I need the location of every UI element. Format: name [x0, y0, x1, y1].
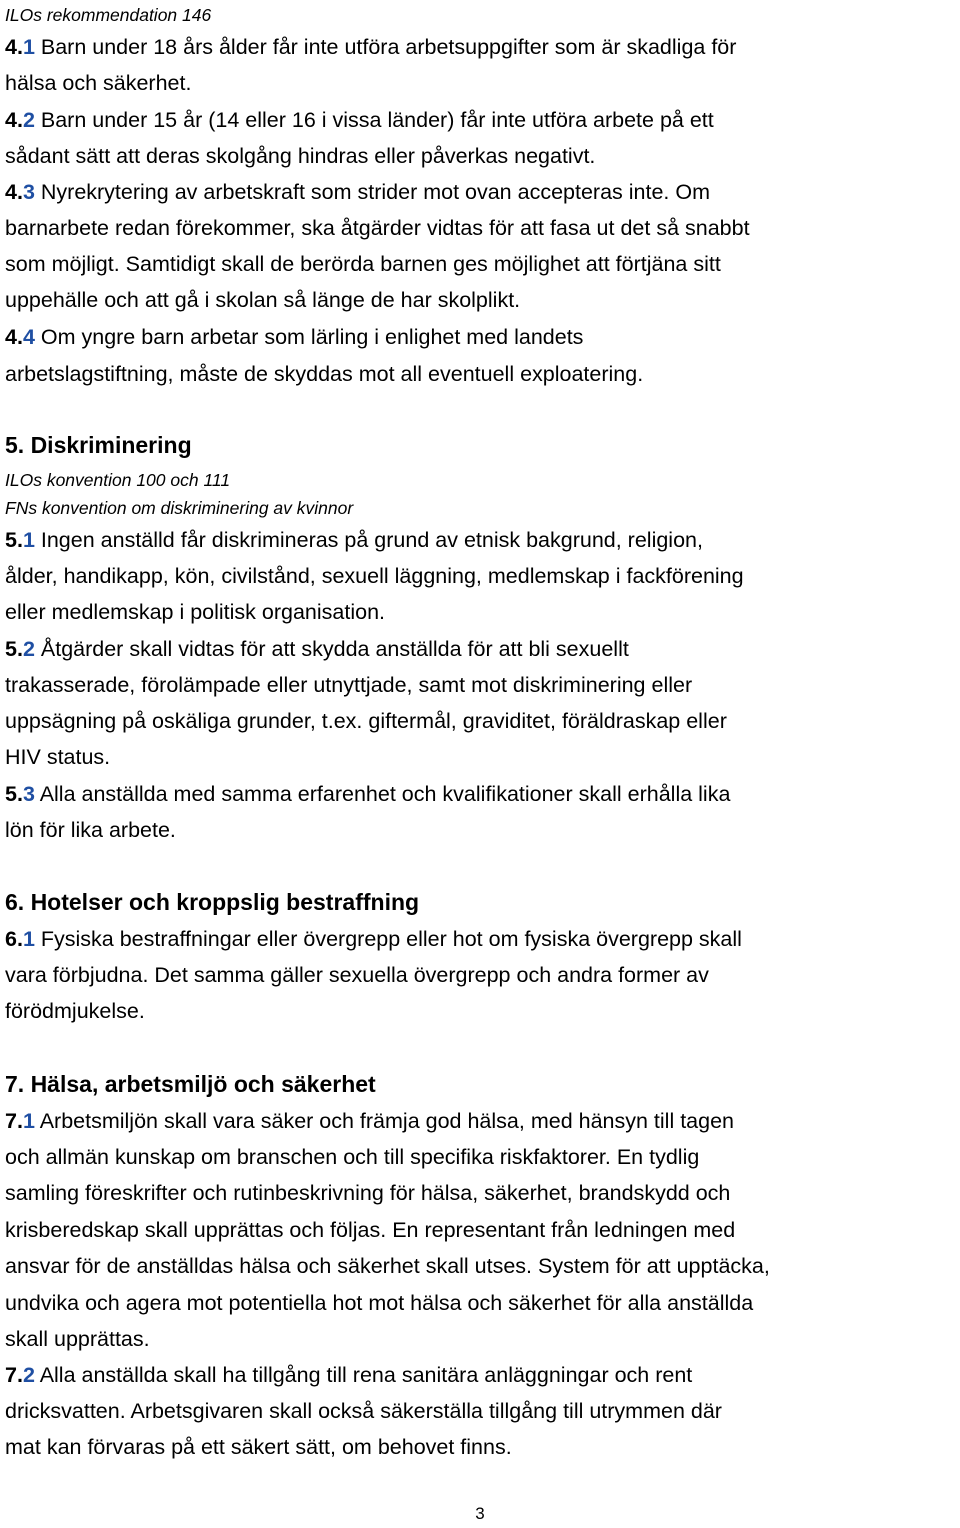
clause-4-2-line: 4.2 Barn under 15 år (14 eller 16 i vissa länder) får inte utföra arbete på ett: [5, 108, 714, 132]
section-6-heading: 6. Hotelser och kroppslig bestraffning: [5, 889, 420, 915]
clause-5-2-line: trakasserade, förolämpade eller utnyttjade, samt mot diskriminering eller: [5, 673, 693, 697]
clause-7-1-line: och allmän kunskap om branschen och till specifika riskfaktorer. En tydlig: [5, 1145, 700, 1169]
clause-7-2-line: 7.2 Alla anställda skall ha tillgång till rena sanitära anläggningar och rent: [5, 1363, 693, 1387]
clause-5-3-line: lön för lika arbete.: [5, 818, 176, 842]
clause-4-1-line: hälsa och säkerhet.: [5, 71, 192, 95]
clause-5-1-line: ålder, handikapp, kön, civilstånd, sexuell läggning, medlemskap i fackförening: [5, 564, 744, 588]
clause-4-3-line: 4.3 Nyrekrytering av arbetskraft som strider mot ovan accepteras inte. Om: [5, 180, 711, 204]
clause-7-1-line: krisberedskap skall upprättas och följas. En representant från ledningen med: [5, 1218, 736, 1242]
page-number: 3: [475, 1504, 485, 1523]
clause-6-1-line: vara förbjudna. Det samma gäller sexuella övergrepp och andra former av: [5, 963, 709, 987]
clause-5-1-line: 5.1 Ingen anställd får diskrimineras på grund av etnisk bakgrund, religion,: [5, 528, 703, 552]
clause-7-1-line: 7.1 Arbetsmiljön skall vara säker och främja god hälsa, med hänsyn till tagen: [5, 1109, 735, 1133]
clause-4-3-line: uppehälle och att gå i skolan så länge de har skolplikt.: [5, 288, 521, 312]
clause-7-1-line: undvika och agera mot potentiella hot mot hälsa och säkerhet för alla anställda: [5, 1291, 754, 1315]
clause-7-1-line: skall upprättas.: [5, 1327, 150, 1351]
clause-5-2-line: 5.2 Åtgärder skall vidtas för att skydda anställda för att bli sexuellt: [5, 637, 629, 661]
clause-4-1-line: 4.1 Barn under 18 års ålder får inte utföra arbetsuppgifter som är skadliga för: [5, 35, 737, 59]
clause-6-1-line: förödmjukelse.: [5, 999, 145, 1023]
clause-5-3-line: 5.3 Alla anställda med samma erfarenhet och kvalifikationer skall erhålla lika: [5, 782, 731, 806]
clause-4-3-line: som möjligt. Samtidigt skall de berörda barnen ges möjlighet att förtjäna sitt: [5, 252, 721, 276]
clause-4-4-line: 4.4 Om yngre barn arbetar som lärling i enlighet med landets: [5, 325, 584, 349]
clause-7-2-line: mat kan förvaras på ett säkert sätt, om behovet finns.: [5, 1435, 512, 1459]
clause-4-3-line: barnarbete redan förekommer, ska åtgärder vidtas för att fasa ut det så snabbt: [5, 216, 750, 240]
section-5-heading: 5. Diskriminering: [5, 432, 192, 458]
clause-7-2-line: dricksvatten. Arbetsgivaren skall också säkerställa tillgång till utrymmen där: [5, 1399, 722, 1423]
clause-7-1-line: ansvar för de anställdas hälsa och säkerhet skall utses. System för att upptäcka,: [5, 1254, 770, 1278]
clause-4-4-line: arbetslagstiftning, måste de skyddas mot all eventuell exploatering.: [5, 362, 644, 386]
clause-5-2-line: uppsägning på oskäliga grunder, t.ex. giftermål, graviditet, föräldraskap eller: [5, 709, 727, 733]
clause-4-2-line: sådant sätt att deras skolgång hindras eller påverkas negativt.: [5, 144, 596, 168]
clause-6-1-line: 6.1 Fysiska bestraffningar eller övergrepp eller hot om fysiska övergrepp skall: [5, 927, 742, 951]
clause-7-1-line: samling föreskrifter och rutinbeskrivning för hälsa, säkerhet, brandskydd och: [5, 1181, 731, 1205]
clause-5-2-line: HIV status.: [5, 745, 111, 769]
clause-5-1-line: eller medlemskap i politisk organisation.: [5, 600, 386, 624]
source-reference: ILOs konvention 100 och 111: [5, 470, 231, 490]
section-7-heading: 7. Hälsa, arbetsmiljö och säkerhet: [5, 1071, 376, 1097]
source-reference: FNs konvention om diskriminering av kvinnor: [5, 498, 354, 518]
source-reference: ILOs rekommendation 146: [5, 5, 212, 25]
